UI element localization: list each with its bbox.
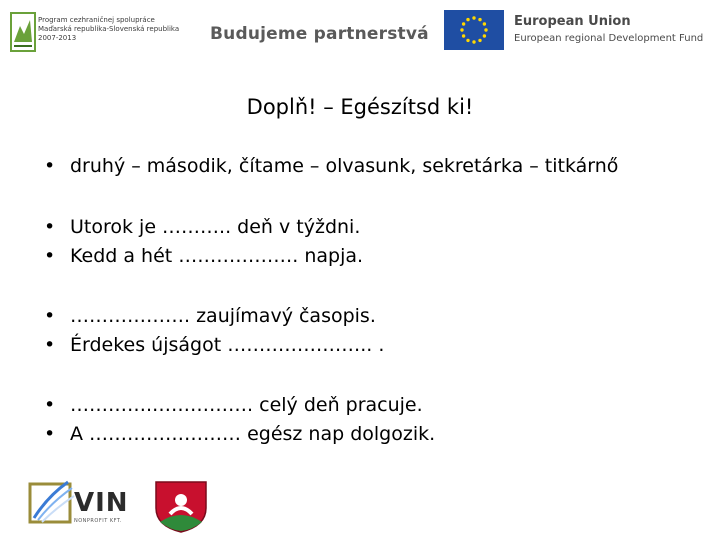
bullet-text: druhý – második, čítame – olvasunk, sekretárka – titkárnő — [70, 155, 619, 177]
bullet-item — [44, 155, 618, 177]
slide-title: Doplň! – Egészítsd ki! — [246, 95, 474, 119]
bullet-item — [44, 394, 423, 416]
bullet-dot: • — [44, 423, 56, 445]
bullet-text: Érdekes újságot ………………….. . — [70, 334, 385, 356]
program-line-1: Program cezhraničnej spolupráce — [38, 16, 155, 24]
bullet-dot: • — [44, 216, 56, 238]
bullet-item — [44, 245, 363, 267]
eu-subtitle: European regional Development Fund — [514, 33, 704, 44]
bullet-item — [44, 423, 435, 445]
bullet-dot: • — [44, 305, 56, 327]
eu-flag-icon — [444, 10, 504, 50]
bullet-text: ………………. zaujímavý časopis. — [70, 305, 376, 327]
program-line-2: Maďarská republika-Slovenská republika — [38, 25, 180, 33]
bullet-text: ………….……………. celý deň pracuje. — [70, 394, 423, 416]
vin-logo-text: VIN — [74, 488, 129, 518]
bullet-item — [44, 216, 360, 238]
vin-logo-subtext: NONPROFIT KFT. — [74, 518, 122, 524]
eu-title: European Union — [514, 14, 631, 29]
bullet-item — [44, 334, 384, 356]
coat-of-arms-icon — [152, 478, 210, 534]
bullet-text: Kedd a hét ………………. napja. — [70, 245, 364, 267]
bullet-dot: • — [44, 155, 56, 177]
program-logo — [10, 10, 190, 58]
bullet-dot: • — [44, 245, 56, 267]
program-logo-icon — [10, 12, 36, 52]
program-text — [38, 16, 179, 43]
bullet-item — [44, 305, 376, 327]
program-line-3: 2007-2013 — [38, 34, 77, 42]
bullet-dot: • — [44, 394, 56, 416]
slogan: Budujeme partnerstvá — [210, 24, 429, 44]
bullet-dot: • — [44, 334, 56, 356]
bullet-text: A …………………… egész nap dolgozik. — [70, 423, 436, 445]
bullet-text: Utorok je ……….. deň v týždni. — [70, 216, 361, 238]
eu-text — [514, 14, 703, 44]
